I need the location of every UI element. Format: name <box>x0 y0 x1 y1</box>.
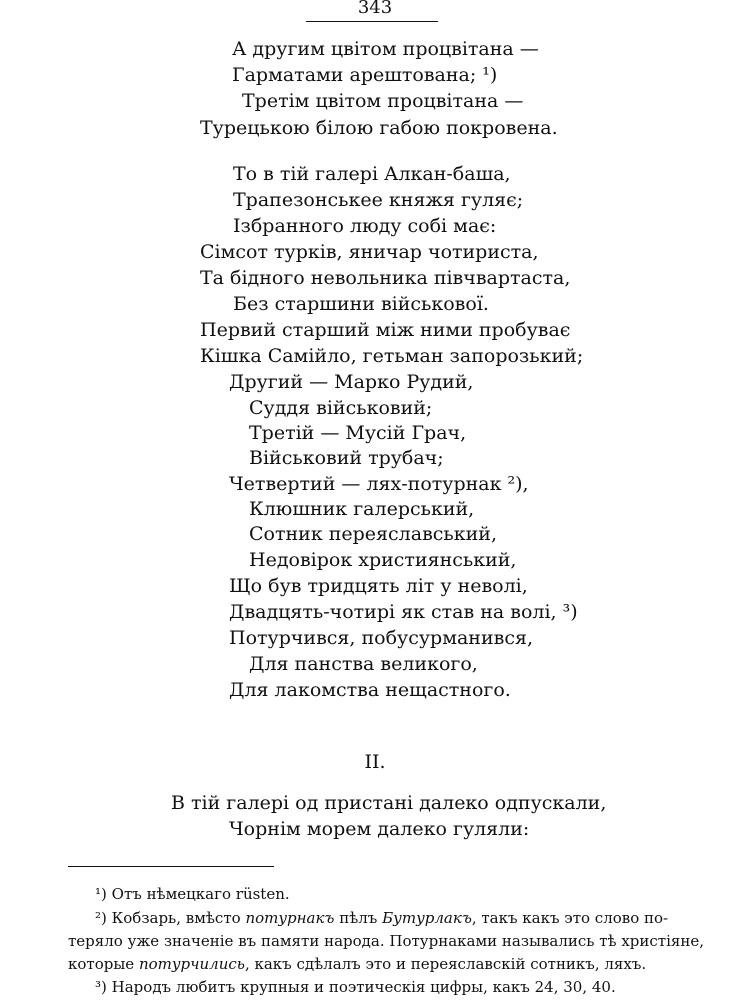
footnote-text: , такъ какъ это слово по- <box>471 909 669 927</box>
footnote-italic-term: Бутурлакъ <box>382 909 472 927</box>
verse-line: Двадцять-чотирі як став на волі, ³) <box>229 601 578 623</box>
verse-line: Недовірок християнський, <box>249 549 517 571</box>
footnote-1 <box>95 884 290 904</box>
section-heading: II. <box>364 751 386 773</box>
footnote-3 <box>95 977 616 997</box>
footnote-italic-term: потурнакъ <box>245 909 335 927</box>
verse-line: Військовий трубач; <box>249 447 444 469</box>
verse-line: Другий — Марко Рудий, <box>229 371 474 393</box>
footnote-marker: ³) <box>95 978 107 996</box>
verse-line: То в тій галері Алкан-баша, <box>233 163 511 185</box>
verse-line: Без старшини військової. <box>233 293 489 315</box>
verse-line: Ізбранного люду собі має: <box>233 215 497 237</box>
footnote-2-continuation <box>68 931 704 951</box>
verse-line: Що був тридцять літ у неволі, <box>229 575 528 597</box>
verse-line: Четвертий — лях-потурнак ²), <box>229 473 529 495</box>
verse-line: Суддя військовий; <box>249 397 433 419</box>
footnote-2 <box>95 908 668 928</box>
footnote-2-continuation <box>68 954 646 974</box>
verse-line: Третім цвітом процвітана — <box>242 90 524 112</box>
verse-line: Клюшник галерський, <box>249 498 475 520</box>
header-rule <box>306 21 438 22</box>
verse-line: Сотник переяславський, <box>249 523 497 545</box>
footnote-text: Кобзарь, вмѣсто <box>111 909 241 927</box>
verse-line: Для лакомства нещастного. <box>229 679 511 701</box>
verse-line: Гарматами арештована; ¹) <box>232 64 498 86</box>
verse-line: Кішка Самійло, гетьман запорозький; <box>200 345 584 367</box>
footnote-rule <box>68 866 274 867</box>
verse-line: Чорнім морем далеко гуляли: <box>229 818 530 840</box>
verse-line: Для панства великого, <box>249 653 478 675</box>
footnote-text: которые <box>68 955 135 973</box>
page-number: 343 <box>357 0 393 18</box>
verse-line: В тій галері од пристані далеко одпускали, <box>171 792 607 814</box>
verse-line: А другим цвітом процвітана — <box>232 38 539 60</box>
footnote-italic-term: потурчились <box>138 955 245 973</box>
footnote-text: теряло уже значеніе въ памяти народа. Потурнаками назывались тѣ христіяне, <box>68 932 704 950</box>
footnote-text: пѣлъ <box>339 909 378 927</box>
verse-line: Потурчився, побусурманився, <box>229 627 533 649</box>
footnote-text: , какъ сдѣлалъ это и переяславскій сотникъ, ляхъ. <box>244 955 647 973</box>
footnote-marker: ²) <box>95 909 107 927</box>
verse-line: Первий старший між ними пробуває <box>200 319 571 341</box>
verse-line: Третій — Мусій Грач, <box>249 422 467 444</box>
footnote-marker: ¹) <box>95 885 107 903</box>
verse-line: Турецькою білою габою покровена. <box>200 117 558 139</box>
footnote-text: Отъ нѣмецкаго rüsten. <box>111 885 290 903</box>
verse-line: Сімсот турків, яничар чотириста, <box>200 241 539 263</box>
footnote-text: Народъ любитъ крупныя и поэтическія цифры, какъ 24, 30, 40. <box>111 978 616 996</box>
verse-line: Та бідного невольника півчвартаста, <box>200 267 571 289</box>
verse-line: Трапезонськее княжя гуляє; <box>233 189 524 211</box>
